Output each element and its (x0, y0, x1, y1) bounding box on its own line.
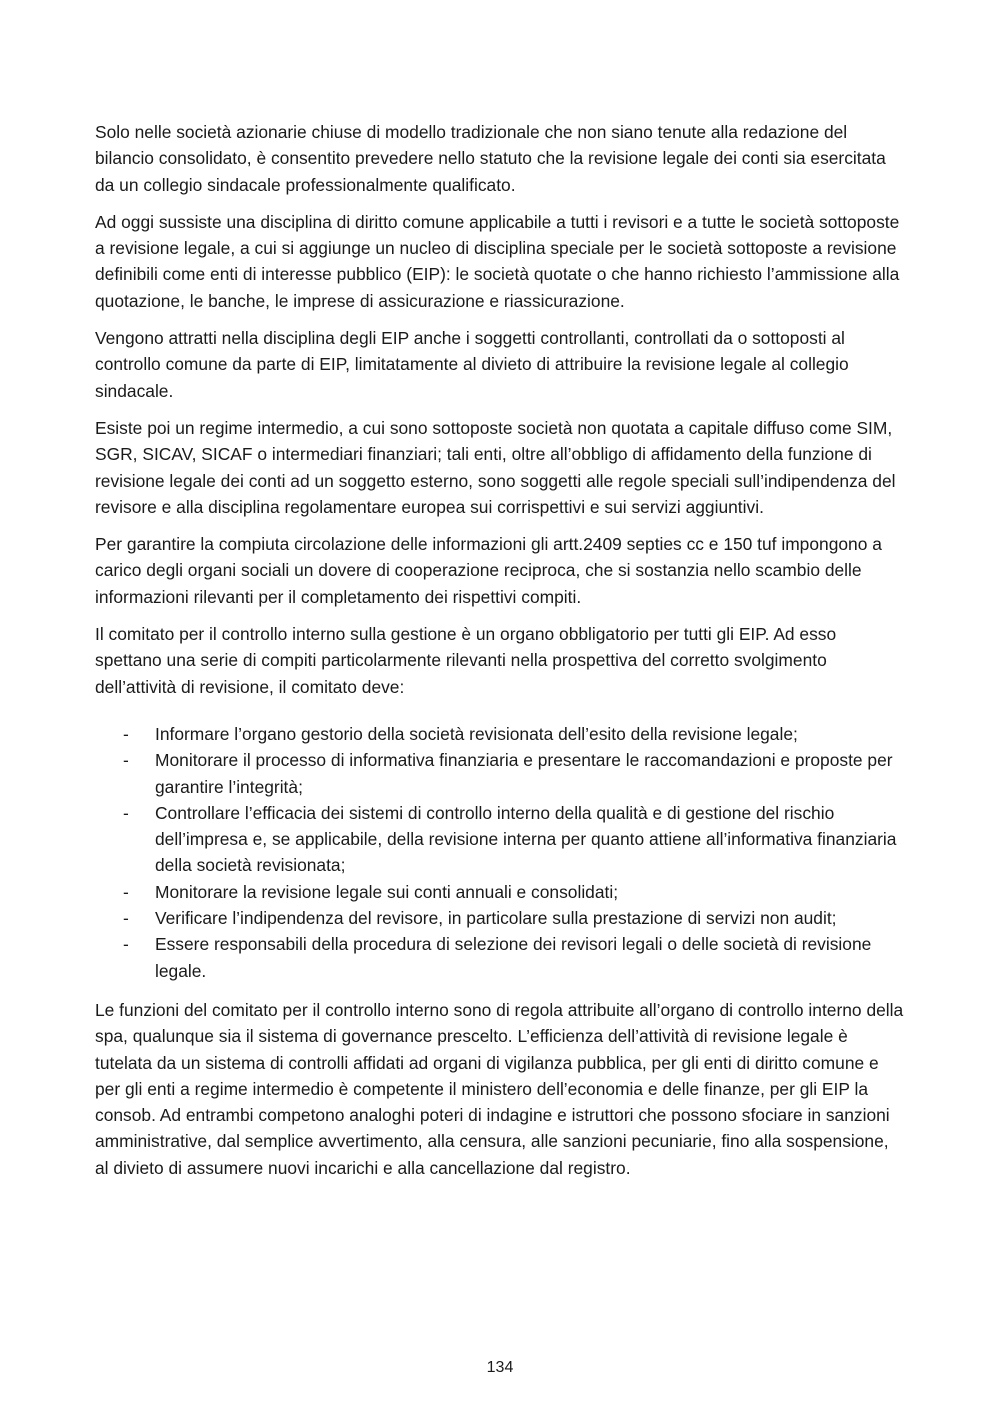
list-item-text: Verificare l’indipendenza del revisore, in particolare sulla prestazione di servizi non audit; (155, 908, 837, 929)
bullet-marker: - (123, 723, 129, 744)
list-item-text: Essere responsabili della procedura di selezione dei revisori legali o delle società di revisione legale. (155, 934, 872, 981)
paragraph: Per garantire la compiuta circolazione delle informazioni gli artt.2409 septies cc e 150 tuf impongono a carico degli organi sociali un dovere di cooperazione reciproca, che si sostanzia nello scambio delle informazioni rilevanti per il completamento dei rispettivi compiti. (95, 534, 882, 607)
page-body (95, 119, 905, 1192)
paragraph: Vengono attratti nella disciplina degli EIP anche i soggetti controllanti, controllati da o sottoposti al controllo comune da parte di EIP, limitatamente al divieto di attribuire la revisione legale al collegio sindacale. (95, 328, 849, 401)
paragraph: Le funzioni del comitato per il controllo interno sono di regola attribuite all’organo di controllo interno della spa, qualunque sia il sistema di governance prescelto. L’efficienza dell’attività di revisione legale è tutelata da un sistema di controlli affidati ad organi di vigilanza pubblica, per gli enti di diritto comune e per gli enti a regime intermedio è competente il ministero dell’economia e delle finanze, per gli EIP la consob. Ad entrambi competono analoghi poteri di indagine e istruttori che possono sfociare in sanzioni amministrative, dal semplice avvertimento, alla censura, alle sanzioni pecuniarie, fino alla sospensione, al divieto di assumere nuovi incarichi e alla cancellazione dal registro. (95, 999, 904, 1178)
paragraph: Ad oggi sussiste una disciplina di diritto comune applicabile a tutti i revisori e a tutte le società sottoposte a revisione legale, a cui si aggiunge un nucleo di disciplina speciale per le società sottoposte a revisione definibili come enti di interesse pubblico (EIP): le società quotate o che hanno richiesto l’ammissione alla quotazione, le banche, le imprese di assicurazione e riassicurazione. (95, 211, 900, 311)
paragraph: Solo nelle società azionarie chiuse di modello tradizionale che non siano tenute alla redazione del bilancio consolidato, è consentito prevedere nello statuto che la revisione legale dei conti sia esercitata da un collegio sindacale professionalmente qualificato. (95, 122, 886, 195)
list-item (95, 800, 905, 879)
list-item-text: Monitorare il processo di informativa finanziaria e presentare le raccomandazioni e proposte per garantire l’integrità; (155, 750, 893, 797)
paragraph: Il comitato per il controllo interno sulla gestione è un organo obbligatorio per tutti gli EIP. Ad esso spettano una serie di compiti particolarmente rilevanti nella prospettiva del corretto svolgimento dell’attività di revisione, il comitato deve: (95, 624, 837, 697)
list-item (95, 879, 905, 905)
bullet-marker: - (123, 908, 129, 929)
bullet-list (95, 721, 905, 984)
list-item (95, 721, 905, 747)
paragraph: Esiste poi un regime intermedio, a cui sono sottoposte società non quotata a capitale diffuso come SIM, SGR, SICAV, SICAF o intermediari finanziari; tali enti, oltre all’obbligo di affidamento della funzione di revisione legale dei conti ad un soggetto esterno, sono soggetti alle regole speciali sull’indipendenza del revisore e alla disciplina regolamentare europea sui corrispettivi e sui servizi aggiuntivi. (95, 417, 896, 517)
bullet-marker: - (123, 934, 129, 955)
list-item (95, 905, 905, 931)
list-item-text: Controllare l’efficacia dei sistemi di controllo interno della qualità e di gestione del rischio dell’impresa e, se applicabile, della revisione interna per quanto attiene all’informativa finanziaria della società revisionata; (155, 802, 897, 876)
list-item (95, 931, 905, 984)
bullet-marker: - (123, 802, 129, 823)
list-item-text: Monitorare la revisione legale sui conti annuali e consolidati; (155, 881, 619, 902)
bullet-marker: - (123, 750, 129, 771)
page-number: 134 (486, 1359, 514, 1376)
bullet-marker: - (123, 881, 129, 902)
list-item (95, 747, 905, 800)
list-item-text: Informare l’organo gestorio della società revisionata dell’esito della revisione legale; (155, 723, 798, 744)
